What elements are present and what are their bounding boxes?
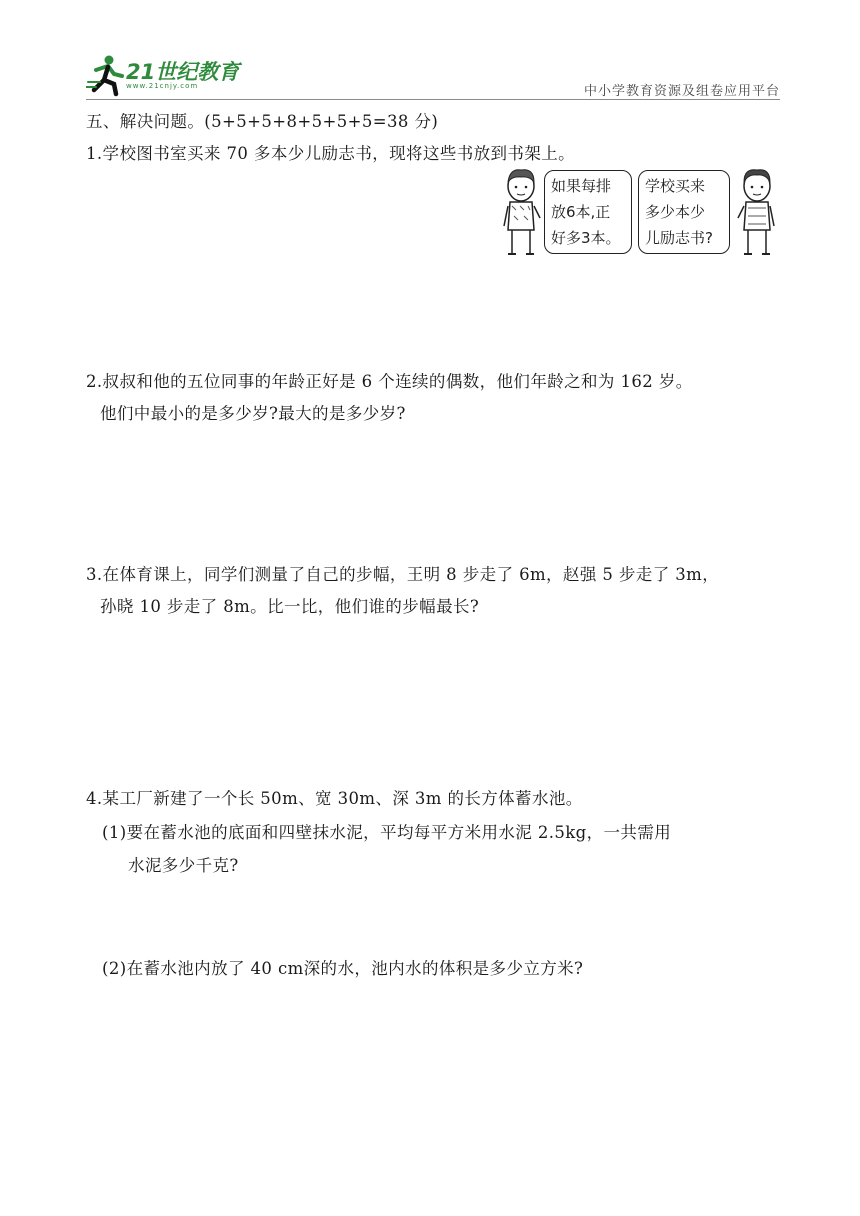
question-1-text: 1.学校图书室买来 70 多本少儿励志书，现将这些书放到书架上。 <box>86 144 576 163</box>
question-4-sub-1-line-2: 水泥多少千克? <box>128 856 239 875</box>
question-1-illustration <box>500 162 780 262</box>
bubble-right-line-3: 儿励志书? <box>645 229 713 247</box>
bubble-left-line-1: 如果每排 <box>551 177 612 195</box>
boy-left-icon <box>500 166 542 262</box>
section-title: 五、解决问题。(5+5+5+8+5+5+5=38 分) <box>86 112 439 131</box>
question-2-line-2: 他们中最小的是多少岁?最大的是多少岁? <box>100 404 406 423</box>
logo-text: 21世纪教育 <box>126 60 240 84</box>
logo <box>86 52 261 98</box>
question-3-line-2: 孙晓 10 步走了 8m。比一比，他们谁的步幅最长? <box>100 597 480 616</box>
logo-url: www.21cnjy.com <box>126 82 199 90</box>
speech-bubble-right <box>638 170 730 254</box>
question-4-sub-2-text: (2)在蓄水池内放了 40 cm深的水，池内水的体积是多少立方米? <box>102 959 584 978</box>
question-4-text: 4.某工厂新建了一个长 50m、宽 30m、深 3m 的长方体蓄水池。 <box>86 789 583 808</box>
header-divider <box>86 99 780 100</box>
runner-logo-icon <box>86 52 126 98</box>
bubble-right-line-2: 多少本少 <box>645 203 706 221</box>
platform-name: 中小学教育资源及组卷应用平台 <box>583 84 780 99</box>
page-header <box>0 0 860 110</box>
question-4-sub-1-line-1: (1)要在蓄水池的底面和四壁抹水泥，平均每平方米用水泥 2.5kg，一共需用 <box>102 823 672 842</box>
boy-right-icon <box>736 166 778 262</box>
bubble-right-line-1: 学校买来 <box>645 177 706 195</box>
bubble-left-line-3: 好多3本。 <box>551 229 621 247</box>
speech-bubble-left <box>544 170 632 254</box>
bubble-left-line-2: 放6本,正 <box>551 203 611 221</box>
question-3-line-1: 3.在体育课上，同学们测量了自己的步幅，王明 8 步走了 6m，赵强 5 步走了 3m， <box>86 565 720 584</box>
question-2-line-1: 2.叔叔和他的五位同事的年龄正好是 6 个连续的偶数，他们年龄之和为 162 岁。 <box>86 372 693 391</box>
